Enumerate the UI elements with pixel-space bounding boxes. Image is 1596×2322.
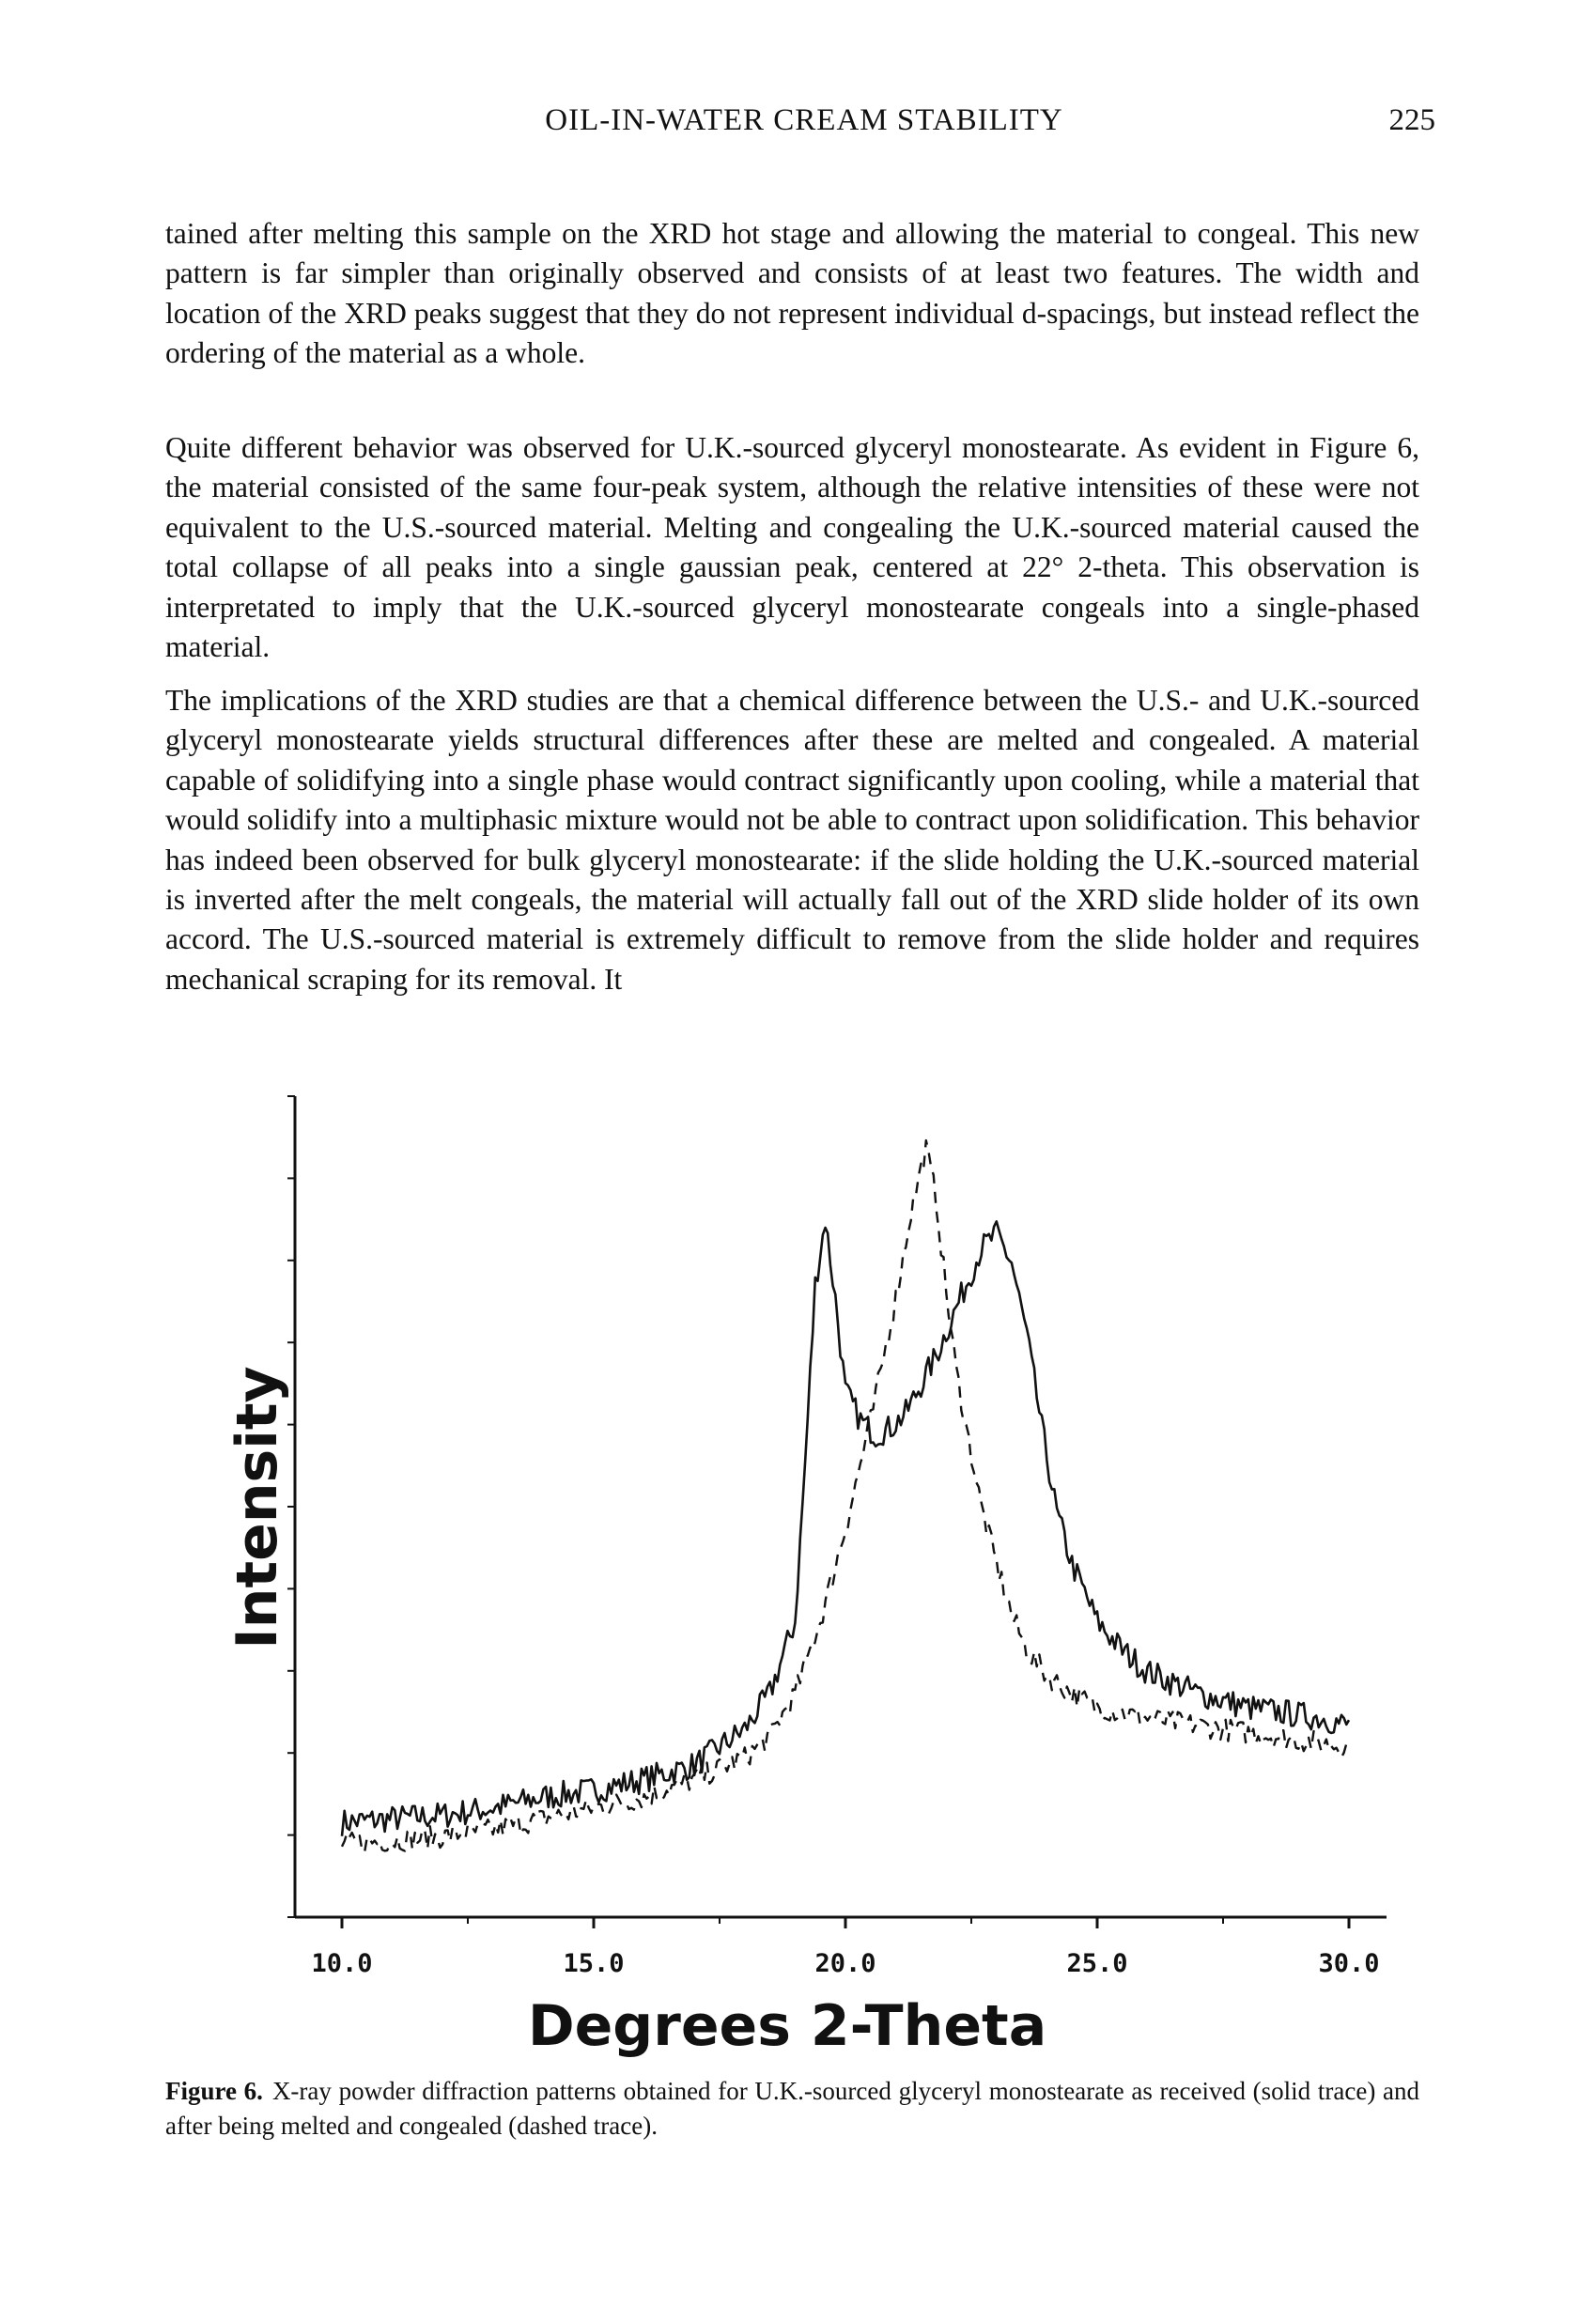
solid-trace-line	[342, 1221, 1349, 1835]
caption-text: X-ray powder diffraction patterns obtained for U.K.-sourced glyceryl monostearate as received (solid trace) and after being melted and congealed (dashed trace).	[165, 2077, 1419, 2140]
xrd-chart	[165, 1094, 1424, 2062]
figure-caption	[165, 2074, 1419, 2144]
paragraph-1	[165, 214, 1419, 387]
y-axis-title: Intensity	[225, 1366, 290, 1649]
x-axis-title: Degrees 2-Theta	[527, 1993, 1047, 2059]
paragraph-3	[165, 681, 1419, 1013]
dashed-trace-line	[342, 1140, 1349, 1852]
x-axis-ticks	[311, 1917, 1379, 1978]
paragraph-2	[165, 428, 1419, 680]
x-tick-label: 30.0	[1318, 1949, 1380, 1978]
paragraph-text: tained after melting this sample on the XRD hot stage and allowing the material to congeal. This new pattern is far simpler than originally observed and consists of at least two features. The width and location of the XRD peaks suggest that they do not represent individual d-spacings, but instead reflect the ordering of the material as a whole.	[165, 217, 1419, 370]
x-tick-label: 10.0	[311, 1949, 373, 1978]
running-title: OIL-IN-WATER CREAM STABILITY	[545, 103, 1063, 137]
x-tick-label: 20.0	[814, 1949, 876, 1978]
page-number: 225	[1388, 103, 1435, 137]
data-series	[342, 1140, 1349, 1852]
paragraph-text: Quite different behavior was observed for U.K.-sourced glyceryl monostearate. As evident in Figure 6, the material consisted of the same four-peak system, although the relative intensities of these were not equivalent to the U.S.-sourced material. Melting and congealing the U.K.-sourced material caused the total collapse of all peaks into a single gaussian peak, centered at 22° 2-theta. This observation is interpretated to imply that the U.K.-sourced glyceryl monostearate congeals into a single-phased material.	[165, 431, 1419, 664]
running-header	[165, 103, 1443, 145]
x-tick-label: 15.0	[563, 1949, 625, 1978]
figure-6	[165, 1094, 1424, 2062]
caption-label: Figure 6.	[165, 2077, 263, 2105]
x-tick-label: 25.0	[1066, 1949, 1128, 1978]
paragraph-text: The implications of the XRD studies are that a chemical difference between the U.S.- and U.K.-sourced glyceryl monostearate yields structural differences after these are melted and congealed. A material capable of solidifying into a single phase would contract significantly upon cooling, while a material that would solidify into a multiphasic mixture would not be able to contract upon solidification. This behavior has indeed been observed for bulk glyceryl monostearate: if the slide holding the U.K.-sourced material is inverted after the melt congeals, the material will actually fall out of the XRD slide holder of its own accord. The U.S.-sourced material is extremely difficult to remove from the slide holder and requires mechanical scraping for its removal. It	[165, 684, 1419, 996]
